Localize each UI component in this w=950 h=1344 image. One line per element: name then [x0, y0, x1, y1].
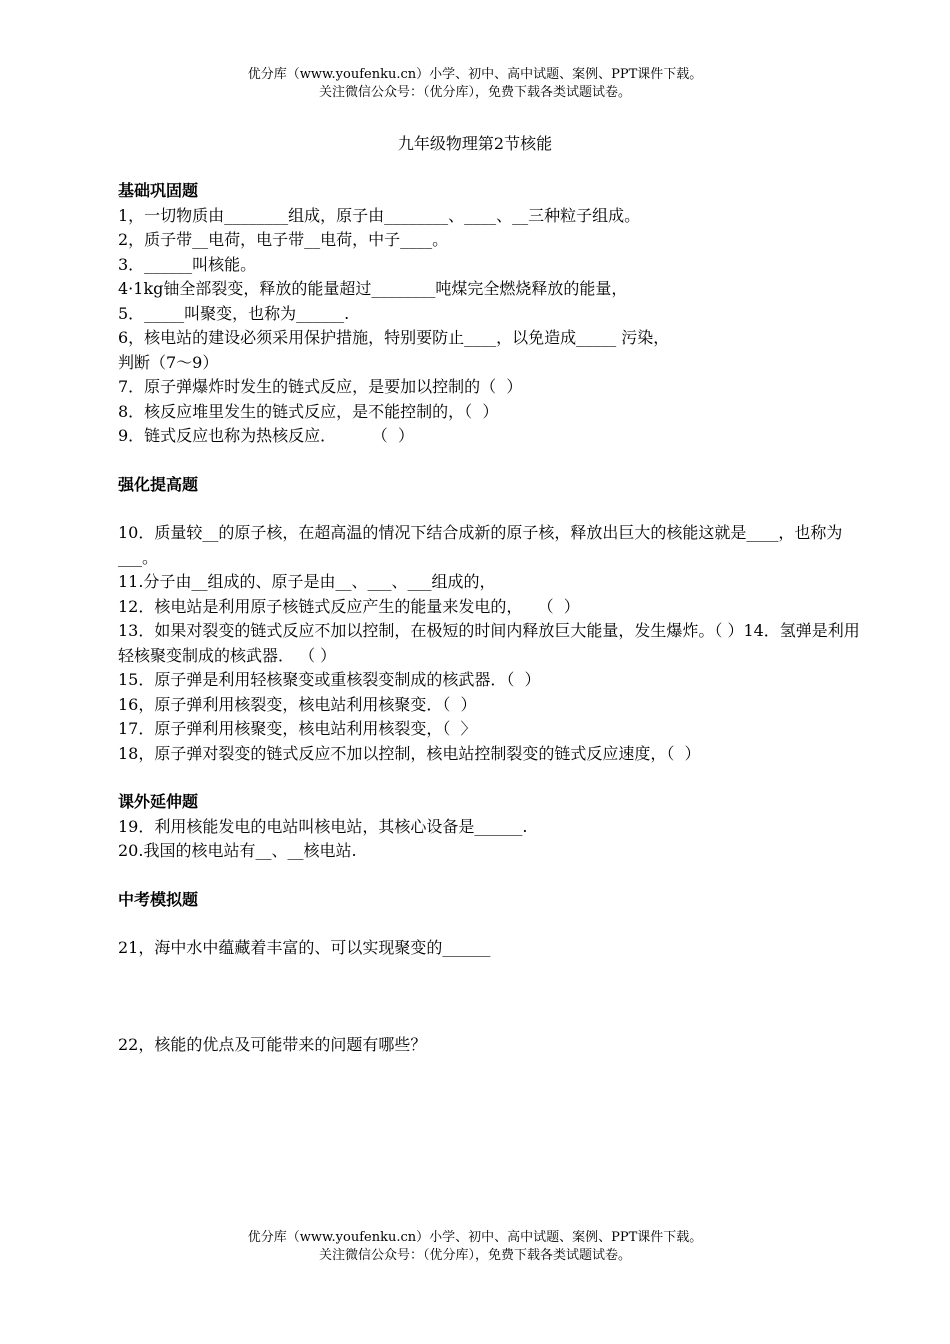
section-extend: 课外延伸题 — [118, 792, 199, 811]
question-9: 9．链式反应也称为热核反应． （ ） — [118, 426, 414, 445]
section-strengthen: 强化提高题 — [118, 474, 199, 494]
question-11: 11.分子由__组成的、原子是由__、___、___组成的， — [118, 572, 496, 591]
footer-line-2: 关注微信公众号：（优分库），免费下载各类试题试卷。 — [318, 1248, 631, 1263]
question-3: 3．______叫核能。 — [118, 254, 257, 274]
question-10: 10．质量较__的原子核，在超高温的情况下结合成新的原子核，释放出巨大的核能这就是____，也称为___。 — [118, 523, 843, 567]
header-line-1: 优分库（www.youfenku.cn）小学、初中、高中试题、案例、PPT课件下载。 — [247, 67, 703, 82]
question-22: 22，核能的优点及可能带来的问题有哪些？ — [118, 1034, 427, 1054]
question-1: 1，一切物质由________组成，原子由________、____、__三种粒子组成。 — [118, 205, 641, 225]
question-13-14: 13．如果对裂变的链式反应不加以控制，在极短的时间内释放巨大能量，发生爆炸。（ ）14．氢弹是利用轻核聚变制成的核武器． （ ） — [118, 621, 860, 665]
question-6: 6，核电站的建设必须采用保护措施，特别要防止____，以免造成_____ 污染， — [118, 328, 670, 347]
question-4: 4·1kg铀全部裂变，释放的能量超过________吨煤完全燃烧释放的能量， — [118, 279, 628, 298]
question-19: 19．利用核能发电的电站叫核电站，其核心设备是______. — [118, 816, 528, 836]
question-8: 8．核反应堆里发生的链式反应，是不能控制的，（ ） — [118, 401, 499, 421]
judge-heading: 判断（7～9） — [118, 352, 219, 372]
question-17: 17．原子弹利用核聚变，核电站利用核裂变，（ 〉 — [118, 719, 477, 738]
worksheet-body — [118, 179, 863, 1057]
header-line-2: 关注微信公众号：（优分库），免费下载各类试题试卷。 — [318, 85, 631, 100]
question-18: 18，原子弹对裂变的链式反应不加以控制，核电站控制裂变的链式反应速度，（ ） — [118, 743, 701, 763]
footer-line-1: 优分库（www.youfenku.cn）小学、初中、高中试题、案例、PPT课件下载。 — [247, 1230, 703, 1245]
question-7: 7．原子弹爆炸时发生的链式反应，是要加以控制的（ ） — [118, 377, 523, 396]
section-exam: 中考模拟题 — [118, 889, 199, 909]
section-basic: 基础巩固题 — [118, 181, 199, 200]
question-12: 12．核电站是利用原子核链式反应产生的能量来发电的， （ ） — [118, 596, 580, 616]
page-footer — [0, 1229, 950, 1265]
question-15: 15．原子弹是利用轻核聚变或重核裂变制成的核武器．（ ） — [118, 670, 541, 689]
question-2: 2，质子带__电荷，电子带__电荷，中子____。 — [118, 230, 449, 249]
page-title: 九年级物理第2节核能 — [397, 134, 553, 153]
page-header — [0, 66, 950, 102]
question-21: 21，海中水中蕴藏着丰富的、可以实现聚变的______ — [118, 938, 491, 957]
question-16: 16，原子弹利用核裂变，核电站利用核聚变．（ ） — [118, 694, 477, 714]
question-20: 20.我国的核电站有__、__核电站. — [118, 841, 357, 860]
question-5: 5．_____叫聚变，也称为______. — [118, 303, 350, 323]
